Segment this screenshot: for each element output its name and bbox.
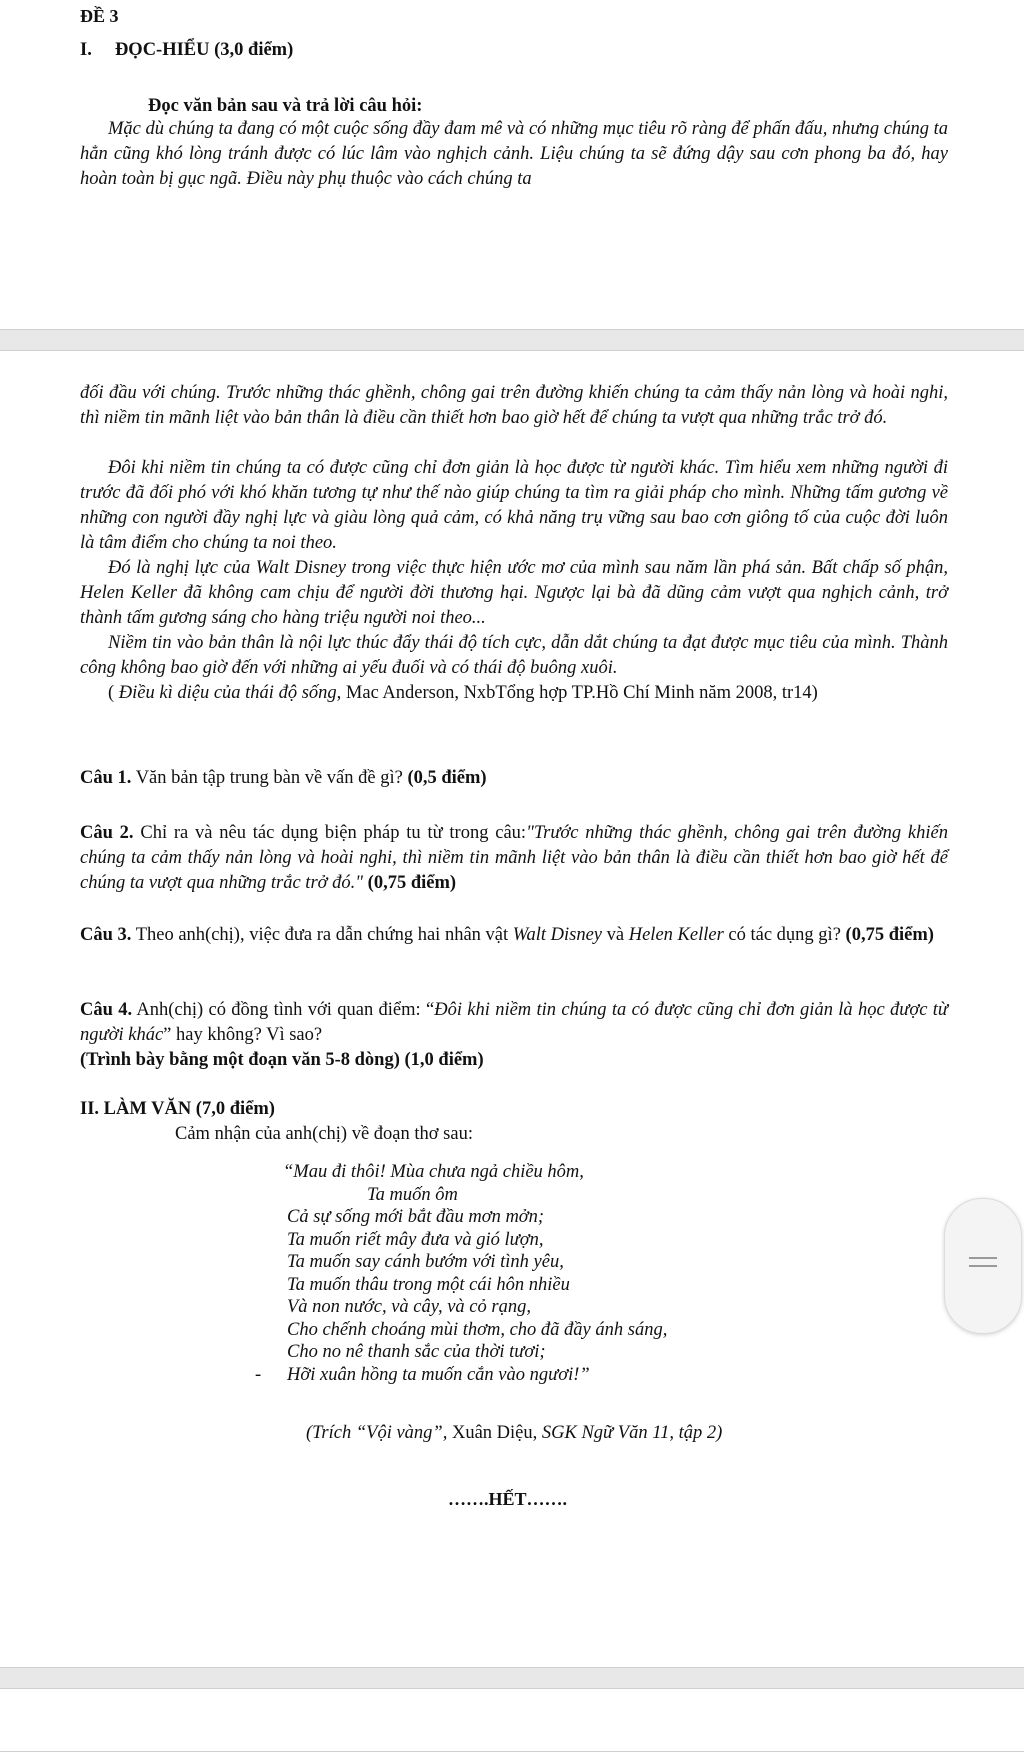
citation-open: (Trích “Vội vàng”, (306, 1423, 452, 1443)
passage-paragraph-2: Đôi khi niềm tin chúng ta có được cũng chỉ đơn giản là học được từ người khác. Tìm hiểu xem những người đi trước đã đối phó với khó khăn tương tự như thế nào giúp chúng ta tìm ra giải pháp cho mình. Những tấm gương về những con người đầy nghị lực và giàu lòng quả cảm, có khả năng trụ vững sau bao cơn giông tố của cuộc đời luôn là tâm điểm cho chúng ta noi theo. (80, 458, 948, 553)
question-3-points: (0,75 điểm) (845, 925, 934, 945)
poem-line-2: Ta muốn ôm (367, 1184, 458, 1205)
exam-code: ĐỀ 3 (80, 6, 119, 26)
scroll-handle[interactable] (944, 1198, 1022, 1334)
poem-line-9: Cho no nê thanh sắc của thời tươi; (287, 1342, 546, 1362)
poem-line-6: Ta muốn thâu trong một cái hôn nhiều (287, 1274, 570, 1295)
passage-source (80, 681, 948, 706)
question-4-text-2: ” hay không? Vì sao? (163, 1025, 323, 1045)
question-3-text-2: có tác dụng gì? (723, 925, 846, 945)
question-3-text: Theo anh(chị), việc đưa ra dẫn chứng hai nhân vật (131, 925, 513, 945)
section-1-title: I. ĐỌC-HIỂU (3,0 điểm) (80, 40, 294, 60)
passage-paragraph-1a: Mặc dù chúng ta đang có một cuộc sống đầy đam mê và có những mục tiêu rõ ràng để phấn đấu, nhưng chúng ta hẳn cũng khó lòng tránh được có lúc lâm vào nghịch cảnh. Liệu chúng ta sẽ đứng dậy sau cơn phong ba đó, hay hoàn toàn bị gục ngã. Điều này phụ thuộc vào cách chúng ta (80, 119, 948, 189)
question-3 (80, 923, 948, 948)
poem-line-4: Ta muốn riết mây đưa và gió lượn, (287, 1229, 544, 1250)
passage-paragraph-4: Niềm tin vào bản thân là nội lực thúc đẩy thái độ tích cực, dẫn dắt chúng ta đạt được mục tiêu của mình. Thành công không bao giờ đến với những ai yếu đuối và có thái độ buông xuôi. (80, 633, 948, 678)
citation-author: Xuân Diệu, (451, 1423, 542, 1443)
document-page-1 (0, 0, 1024, 330)
passage-paragraph-3: Đó là nghị lực của Walt Disney trong việc thực hiện ước mơ của mình sau năm lần phá sản. Bất chấp số phận, Helen Keller đã không cam chịu để người đời thương hại. Ngược lại bà đã dũng cảm vượt qua nghịch cảnh, trở thành tấm gương sáng cho hàng triệu người noi theo... (80, 558, 948, 628)
source-title: Điều kì diệu của thái độ sống (118, 683, 337, 703)
question-4-quote: Đôi khi niềm tin chúng ta có được cũng chỉ đơn giản là học được từ người khác (80, 1000, 948, 1045)
question-3-label: Câu 3. (80, 925, 132, 945)
source-paren: ( (108, 683, 119, 703)
question-2 (80, 821, 948, 896)
citation-book: SGK Ngữ Văn 11, tập 2) (541, 1423, 723, 1443)
source-details: , Mac Anderson, NxbTổng hợp TP.Hồ Chí Minh năm 2008, tr14) (336, 683, 818, 703)
question-4-note: (Trình bày bằng một đoạn văn 5-8 dòng) (1,0 điểm) (80, 1050, 484, 1070)
question-3-and: và (602, 925, 629, 945)
question-4 (80, 998, 948, 1073)
question-1 (80, 766, 948, 791)
scroll-handle-grip-line (969, 1257, 997, 1259)
question-3-name-1: Walt Disney (512, 925, 603, 945)
end-marker: …….HẾT……. (448, 1489, 568, 1509)
document-page-2 (0, 350, 1024, 1668)
question-2-points: (0,75 điểm) (363, 873, 457, 893)
poem-line-10-text: Hỡi xuân hồng ta muốn cắn vào ngươi!” (287, 1364, 590, 1385)
question-3-name-2: Helen Keller (628, 925, 724, 945)
reading-instruction: Đọc văn bản sau và trả lời câu hỏi: (148, 96, 423, 116)
poem-line-10 (255, 1364, 667, 1387)
section-2-title: II. LÀM VĂN (7,0 điểm) (80, 1099, 275, 1119)
question-2-label: Câu 2. (80, 823, 134, 843)
poem-line-3: Cả sự sống mới bắt đầu mơn mởn; (287, 1207, 545, 1227)
question-4-text: Anh(chị) có đồng tình với quan điểm: “ (132, 1000, 435, 1020)
poem-line-7: Và non nước, và cây, và cỏ rạng, (287, 1297, 531, 1317)
question-2-quote: "Trước những thác ghềnh, chông gai trên đường khiến chúng ta cảm thấy nản lòng và hoài nghi, thì niềm tin mãnh liệt vào bản thân là điều cần thiết hơn bao giờ hết để chúng ta vượt qua những trắc trở đó." (80, 823, 948, 893)
question-4-label: Câu 4. (80, 1000, 133, 1020)
question-2-text: Chỉ ra và nêu tác dụng biện pháp tu từ trong câu: (133, 823, 527, 843)
poem (255, 1161, 668, 1386)
poem-citation (306, 1423, 722, 1444)
question-1-text: Văn bản tập trung bàn về vấn đề gì? (131, 768, 408, 788)
essay-prompt: Cảm nhận của anh(chị) về đoạn thơ sau: (175, 1124, 473, 1144)
poem-dash: - (255, 1364, 262, 1385)
question-1-label: Câu 1. (80, 768, 132, 788)
passage-paragraph-1b: đối đầu với chúng. Trước những thác ghềnh, chông gai trên đường khiến chúng ta cảm thấy nản lòng và hoài nghi, thì niềm tin mãnh liệt vào bản thân là điều cần thiết hơn bao giờ hết để chúng ta vượt qua những trắc trở đó. (80, 383, 948, 428)
poem-line-8: Cho chếnh choáng mùi thơm, cho đã đầy ánh sáng, (287, 1319, 668, 1340)
document-page-3 (0, 1688, 1024, 1752)
question-1-points: (0,5 điểm) (407, 768, 487, 788)
poem-line-5: Ta muốn say cánh bướm với tình yêu, (287, 1252, 564, 1272)
scroll-handle-grip-line (969, 1265, 997, 1267)
poem-line-1: “Mau đi thôi! Mùa chưa ngả chiều hôm, (283, 1162, 584, 1182)
